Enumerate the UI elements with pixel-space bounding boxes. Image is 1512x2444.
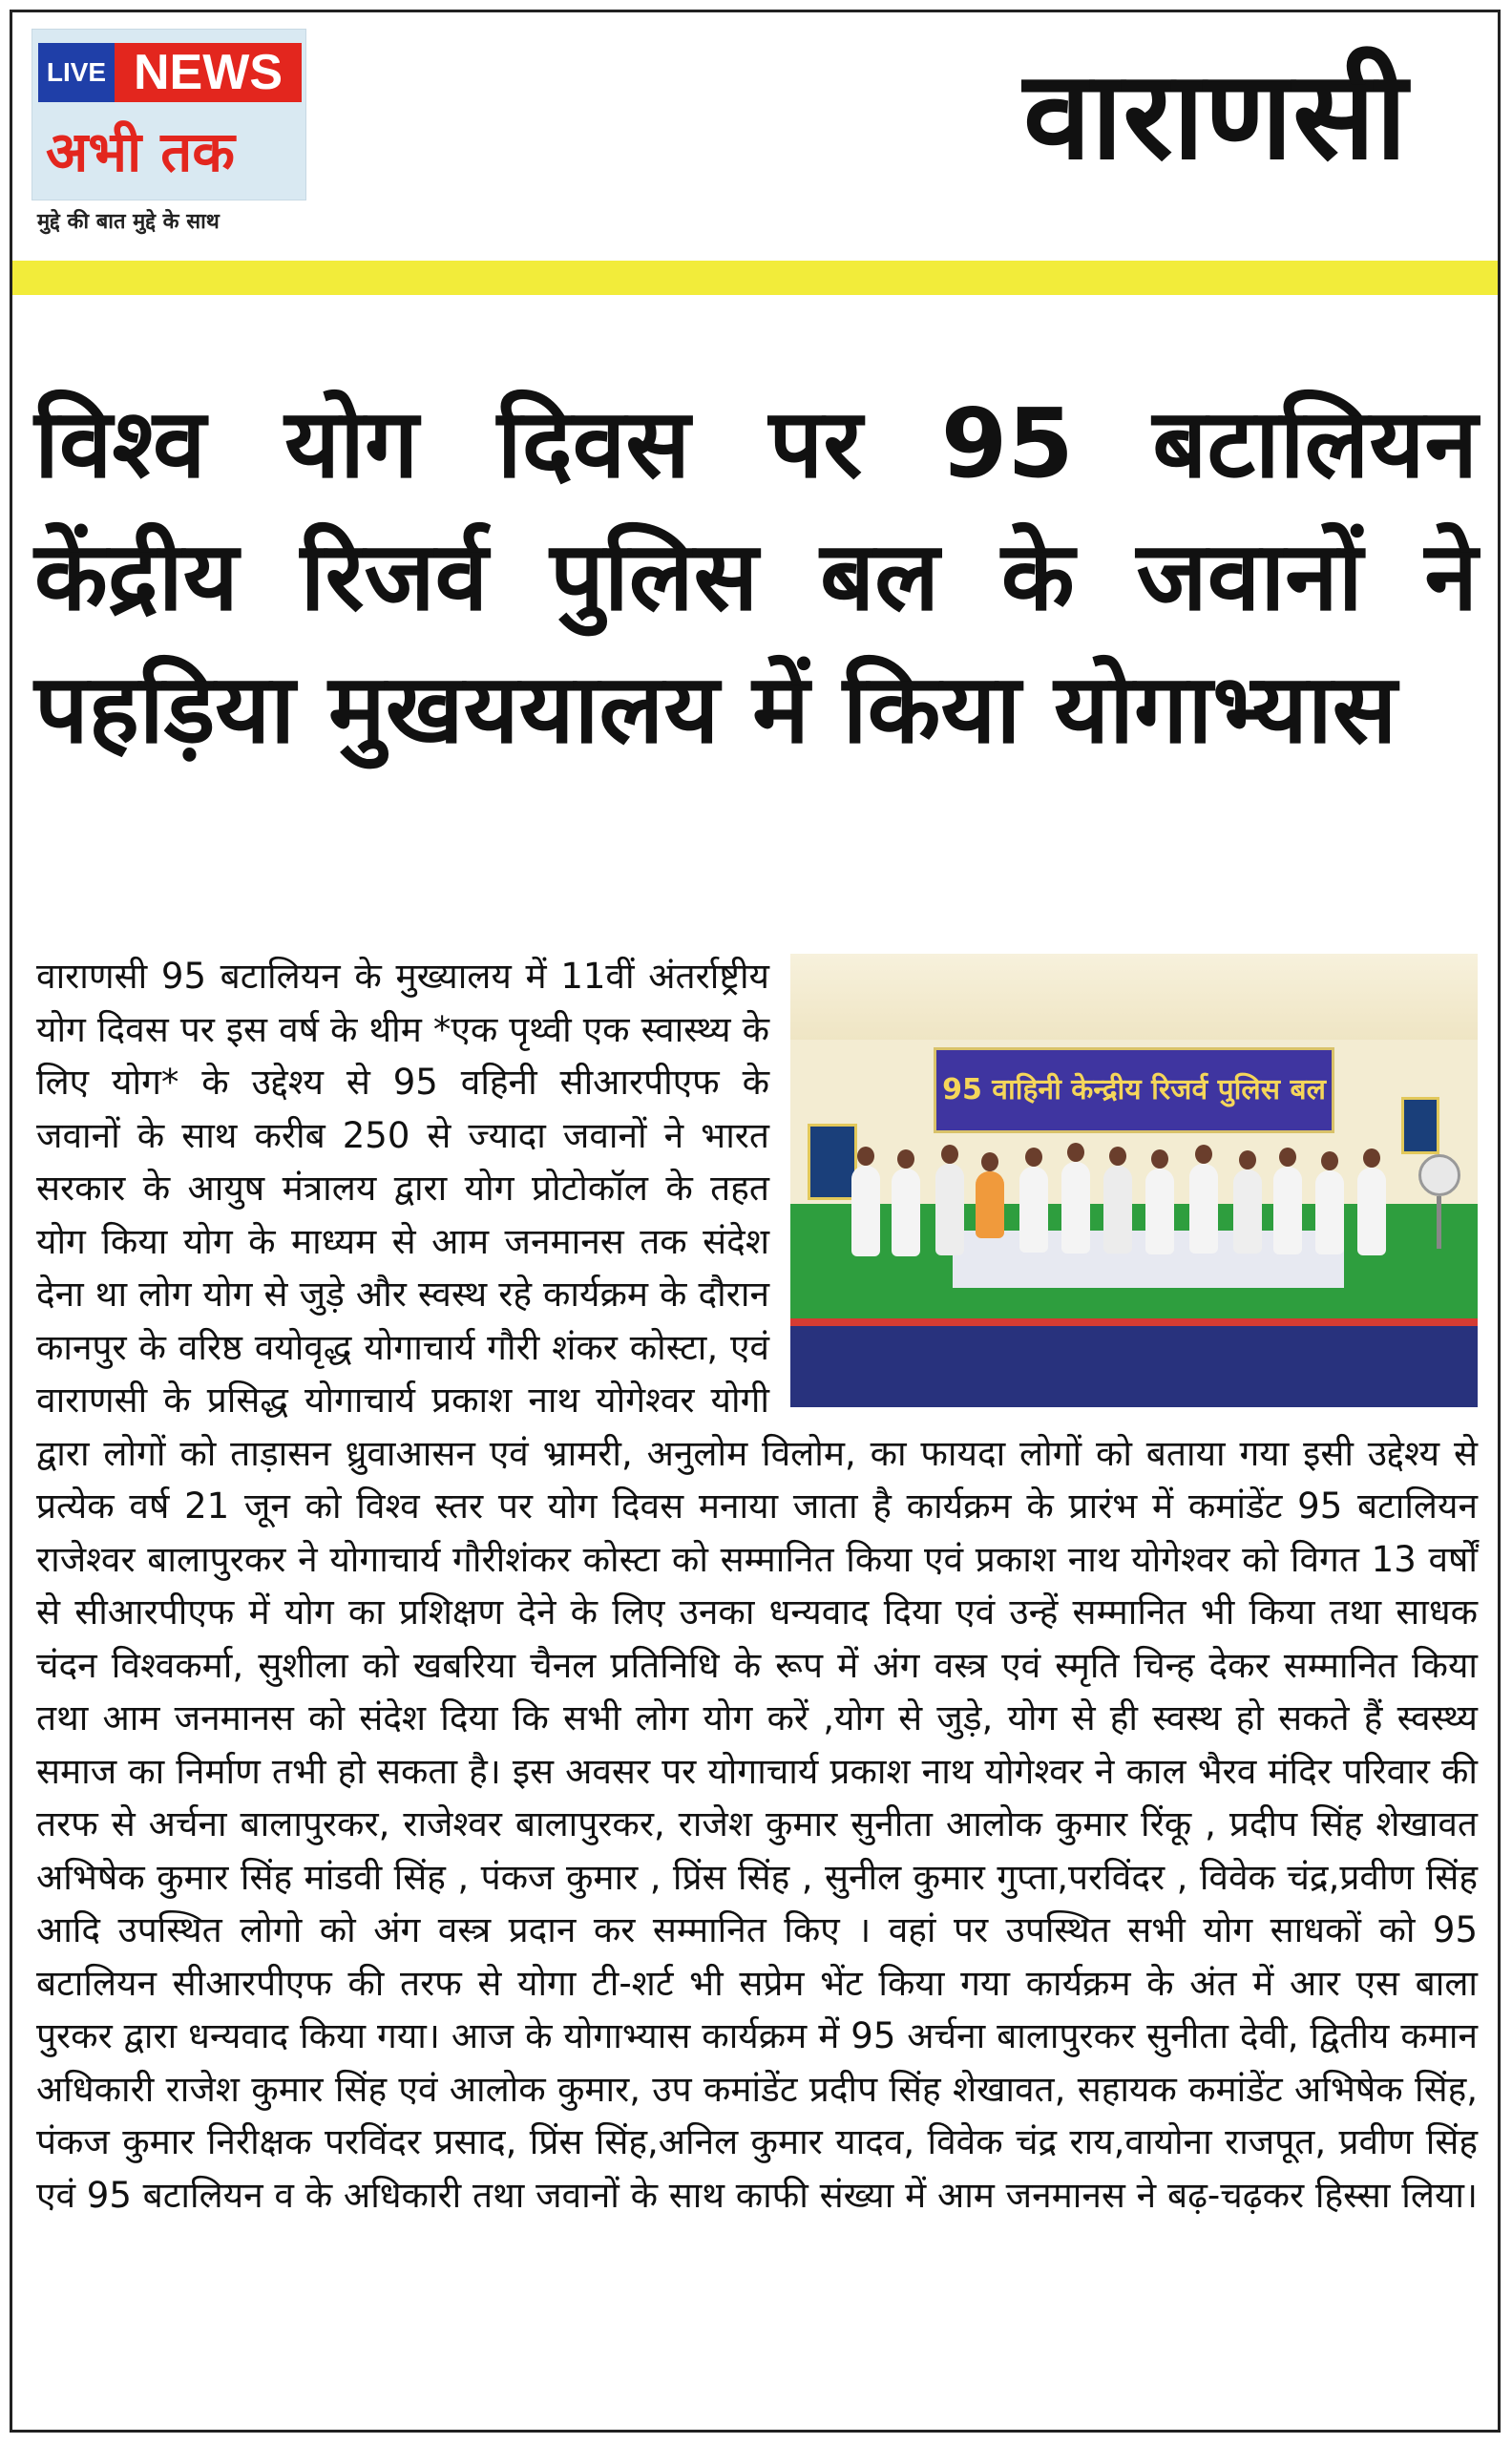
photo-person <box>1145 1169 1174 1254</box>
article-text: वाराणसी 95 बटालियन के मुख्यालय में 11वीं अंतर्राष्ट्रीय योग दिवस पर इस वर्ष के थीम *एक पृथ्वी एक स्वास्थ्य के लिए योग* के उद्देश्य से 95 वहिनी सीआरपीएफ के जवानों के साथ करीब 250 से ज्यादा जवानों ने भारत सरकार के आयुष मंत्रालय द्वारा योग प्रोटोकॉल के तहत योग किया योग के माध्यम से आम जनमानस तक संदेश देना था लोग योग से जुड़े और स्वस्थ रहे कार्यक्रम के दौरान कानपुर के वरिष्ठ वयोवृद्ध योगाचार्य गौरी शंकर कोस्टा, एवं वाराणसी के प्रसिद्ध योगाचार्य प्रकाश नाथ योगेश्वर योगी द्वारा लोगों को ताड़ासन ध्रुवाआसन एवं भ्रामरी, अनुलोम विलोम, का फायदा लोगों को बताया गया इसी उद्देश्य से प्रत्येक वर्ष 21 जून को विश्व स्तर पर योग दिवस मनाया जाता है कार्यक्रम के प्रारंभ में कमांडेंट 95 बटालियन राजेश्वर बालापुरकर ने योगाचार्य गौरीशंकर कोस्टा को सम्मानित किया एवं प्रकाश नाथ योगेश्वर को विगत 13 वर्षों से सीआरपीएफ में योग का प्रशिक्षण देने के लिए उनका धन्यवाद दिया एवं उन्हें सम्मानित भी किया तथा साधक चंदन विश्वकर्मा, सुशीला को खबरिया चैनल प्रतिनिधि के रूप में अंग वस्त्र एवं स्मृति चिन्ह देकर सम्मानित किया तथा आम जनमानस को संदेश दिया कि सभी लोग योग करें ,योग से जुड़े, योग से ही स्वस्थ हो सकते हैं स्वस्थ्य समाज का निर्माण तभी हो सकता है। इस अवसर पर योगाचार्य प्रकाश नाथ योगेश्वर ने काल भैरव मंदिर परिवार की तरफ से अर्चना बालापुरकर, राजेश्वर बालापुरकर, राजेश कुमार सुनीता आलोक कुमार रिंकू , प्रदीप सिंह शेखावत अभिषेक कुमार सिंह मांडवी सिंह , पंकज कुमार , प्रिंस सिंह , सुनील कुमार गुप्ता,परविंदर , विवेक चंद्र,प्रवीण सिंह आदि उपस्थित लोगो को अंग वस्त्र प्रदान कर सम्मानित किए । वहां पर उपस्थित सभी योग साधकों को 95 बटालियन सीआरपीएफ की तरफ से योगा टी-शर्ट भी सप्रेम भेंट किया गया कार्यक्रम के अंत में आर एस बाला पुरकर द्वारा धन्यवाद किया गया। आज के योगाभ्यास कार्यक्रम में 95 अर्चना बालापुरकर सुनीता देवी, द्वितीय कमान अधिकारी राजेश कुमार सिंह एवं आलोक कुमार, उप कमांडेंट प्रदीप सिंह शेखावत, सहायक कमांडेंट अभिषेक सिंह, पंकज कुमार निरीक्षक परविंदर प्रसाद, प्रिंस सिंह,अनिल कुमार यादव, विवेक चंद्र राय,वायोना राजपूत, प्रवीण सिंह एवं 95 बटालियन व के अधिकारी तथा जवानों के साथ काफी संख्या में आम जनमानस ने बढ़-चढ़कर हिस्सा लिया। <box>36 956 1479 2216</box>
photo-person-head <box>1363 1148 1380 1168</box>
photo-person <box>1233 1169 1262 1254</box>
photo-person-head <box>1025 1148 1042 1167</box>
photo-person <box>1273 1167 1302 1254</box>
photo-floor-stripe <box>790 1318 1478 1326</box>
photo-ceiling <box>790 954 1478 1040</box>
logo-live-text: LIVE <box>38 43 115 102</box>
photo-person-head <box>981 1152 998 1171</box>
photo-person-head <box>1279 1148 1296 1167</box>
accent-band <box>12 261 1498 295</box>
photo-fan-pole <box>1437 1196 1441 1249</box>
logo-news-text: NEWS <box>115 43 302 102</box>
photo-person <box>1189 1164 1218 1254</box>
photo-flag-right <box>1401 1097 1439 1154</box>
photo-person <box>976 1171 1004 1238</box>
channel-logo <box>32 29 306 239</box>
photo-person-head <box>857 1147 874 1166</box>
photo-person-head <box>1239 1150 1256 1169</box>
photo-floor <box>790 1318 1478 1407</box>
article-headline: विश्व योग दिवस पर 95 बटालियन केंद्रीय रिजर्व पुलिस बल के जवानों ने पहड़िया मुखययालय में किया योगाभ्यास <box>34 388 1478 765</box>
photo-person <box>851 1166 880 1256</box>
photo-person <box>1019 1167 1048 1253</box>
photo-person <box>892 1169 920 1256</box>
photo-person-head <box>1321 1151 1338 1170</box>
photo-person <box>1061 1162 1090 1254</box>
photo-person-head <box>1109 1147 1126 1166</box>
photo-person-head <box>1067 1143 1084 1162</box>
city-name: वाराणसी <box>1022 45 1407 187</box>
photo-person-head <box>941 1145 958 1164</box>
logo-tagline: मुद्दे की बात मुद्दे के साथ <box>37 210 220 234</box>
photo-person <box>935 1164 964 1255</box>
photo-person-head <box>1195 1145 1212 1164</box>
logo-badge <box>32 29 306 200</box>
photo-person-head <box>897 1149 914 1169</box>
article-body <box>36 950 1478 2222</box>
article-photo <box>790 954 1478 1407</box>
photo-banner: 95 वाहिनी केन्द्रीय रिजर्व पुलिस बल <box>934 1047 1334 1133</box>
logo-hindi-text: अभी तक <box>46 119 235 184</box>
photo-person-head <box>1151 1149 1168 1169</box>
photo-person <box>1103 1166 1132 1254</box>
photo-pedestal-fan <box>1418 1154 1460 1196</box>
photo-person <box>1315 1170 1344 1254</box>
photo-person <box>1357 1168 1386 1255</box>
photo-flag-left <box>808 1124 857 1200</box>
